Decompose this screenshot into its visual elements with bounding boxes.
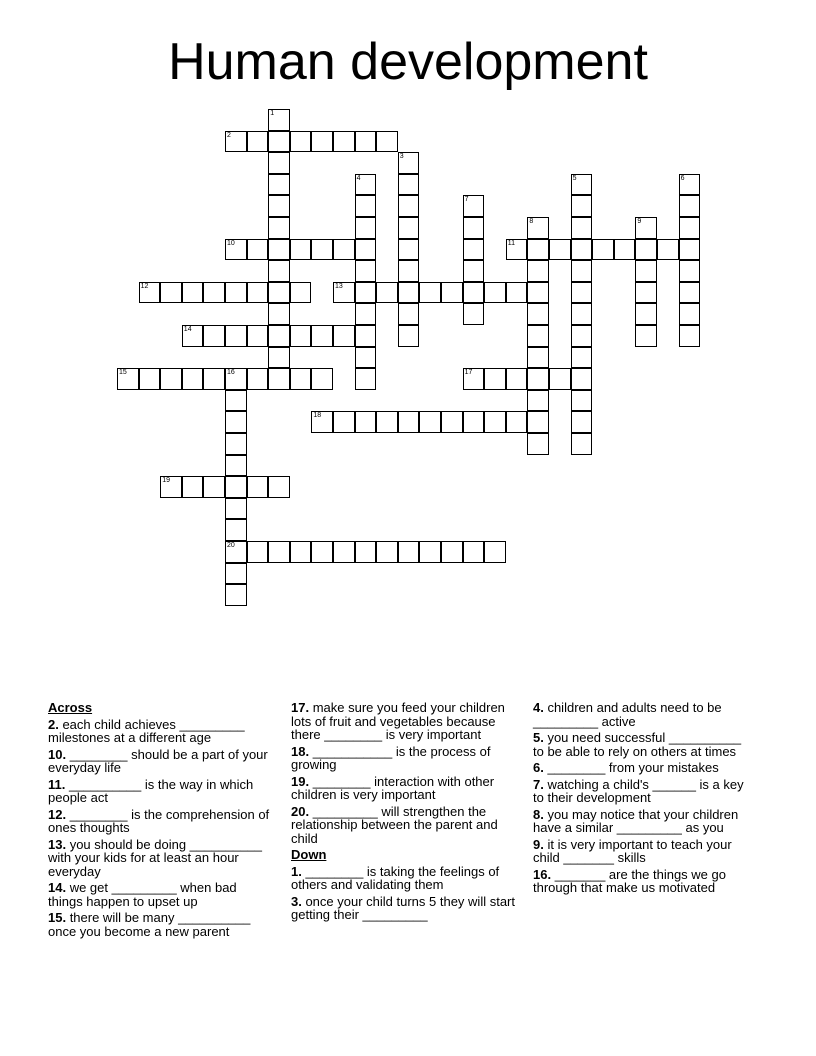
grid-cell[interactable]	[463, 368, 485, 390]
grid-cell[interactable]	[225, 282, 247, 304]
grid-cell[interactable]	[506, 239, 528, 261]
clue-number: 4	[356, 174, 361, 182]
clue-text: __________ is the way in which people act	[48, 776, 254, 805]
clue-text: you may notice that your children have a similar _________ as you	[533, 806, 739, 835]
grid-cell[interactable]	[398, 411, 420, 433]
clue-item	[48, 838, 270, 879]
clue-item	[48, 808, 270, 835]
clue-number-label: 7.	[533, 776, 544, 792]
clue-number-label: 11.	[48, 776, 66, 792]
grid-cell[interactable]	[635, 260, 657, 282]
clue-item	[533, 701, 755, 728]
clue-number-label: 6.	[533, 760, 544, 775]
grid-cell[interactable]	[268, 217, 290, 239]
grid-cell[interactable]	[463, 411, 485, 433]
grid-cell[interactable]	[571, 433, 593, 455]
grid-cell[interactable]	[679, 217, 701, 239]
grid-cell[interactable]	[268, 152, 290, 174]
clue-text: there will be many __________ once you become a new parent	[48, 910, 251, 939]
grid-cell[interactable]	[679, 239, 701, 261]
clue-number: 9	[637, 218, 642, 225]
clue-text: ________ interaction with other children is very important	[291, 773, 495, 802]
grid-cell[interactable]	[225, 455, 247, 477]
clue-text: ___________ is the process of growing	[291, 743, 491, 772]
grid-cell[interactable]	[117, 368, 139, 390]
grid-cell[interactable]	[290, 131, 312, 153]
grid-cell[interactable]	[247, 282, 269, 304]
grid-cell[interactable]	[311, 411, 333, 433]
grid-cell[interactable]	[203, 368, 225, 390]
clue-number-label: 10.	[48, 746, 67, 762]
grid-cell[interactable]	[225, 368, 247, 390]
grid-cell[interactable]	[463, 217, 485, 239]
clue-text: ________ from your mistakes	[543, 760, 719, 775]
clue-item	[533, 868, 755, 895]
grid-cell[interactable]	[506, 282, 528, 304]
grid-cell[interactable]	[311, 368, 333, 390]
grid-cell[interactable]	[398, 303, 420, 325]
grid-cell[interactable]	[225, 433, 247, 455]
grid-cell[interactable]	[527, 411, 549, 433]
grid-cell[interactable]	[268, 109, 290, 131]
grid-cell[interactable]	[203, 325, 225, 347]
clue-number: 14	[183, 326, 192, 333]
grid-cell[interactable]	[182, 325, 204, 347]
clue-text: watching a child's ______ is a key to their development	[533, 776, 744, 805]
clue-number: 13	[335, 282, 343, 290]
grid-cell[interactable]	[225, 390, 247, 412]
grid-cell[interactable]	[355, 411, 377, 433]
grid-cell[interactable]	[290, 325, 312, 347]
clue-text: ________ should be a part of your everyday life	[48, 746, 268, 775]
grid-cell[interactable]	[139, 282, 161, 304]
grid-cell[interactable]	[484, 282, 506, 304]
grid-cell[interactable]	[419, 282, 441, 304]
clue-item	[291, 895, 519, 922]
grid-cell[interactable]	[614, 239, 636, 261]
grid-cell[interactable]	[268, 303, 290, 325]
grid-cell[interactable]	[268, 174, 290, 196]
grid-cell[interactable]	[419, 411, 441, 433]
across-heading: Across	[48, 700, 93, 715]
grid-cell[interactable]	[463, 239, 485, 261]
clue-item	[291, 701, 519, 742]
grid-cell[interactable]	[463, 303, 485, 325]
clue-number-label: 15.	[48, 910, 67, 925]
grid-cell[interactable]	[139, 368, 161, 390]
grid-cell[interactable]	[571, 217, 593, 239]
clue-text: each child achieves _________ milestones at a different age	[48, 716, 245, 745]
clue-number-label: 16.	[533, 866, 552, 882]
clue-text: we get _________ when bad things happen to upset up	[48, 880, 237, 909]
grid-cell[interactable]	[571, 174, 593, 196]
grid-cell[interactable]	[182, 368, 204, 390]
grid-cell[interactable]	[225, 584, 247, 606]
down-heading: Down	[291, 847, 327, 862]
grid-cell[interactable]	[182, 476, 204, 498]
grid-cell[interactable]	[571, 368, 593, 390]
grid-cell[interactable]	[571, 239, 593, 261]
clue-item	[533, 838, 755, 865]
grid-cell[interactable]	[268, 368, 290, 390]
grid-cell[interactable]	[441, 282, 463, 304]
grid-cell[interactable]	[225, 519, 247, 541]
grid-cell[interactable]	[484, 411, 506, 433]
grid-cell[interactable]	[527, 260, 549, 282]
grid-cell[interactable]	[679, 325, 701, 347]
grid-cell[interactable]	[398, 239, 420, 261]
grid-cell[interactable]	[333, 411, 355, 433]
grid-cell[interactable]	[527, 239, 549, 261]
grid-cell[interactable]	[398, 174, 420, 196]
clue-number: 3	[399, 153, 404, 161]
grid-cell[interactable]	[657, 239, 679, 261]
grid-cell[interactable]	[398, 282, 420, 304]
grid-cell[interactable]	[635, 239, 657, 261]
grid-cell[interactable]	[247, 239, 269, 261]
grid-cell[interactable]	[333, 325, 355, 347]
clue-number: 17	[464, 369, 473, 377]
grid-cell[interactable]	[355, 541, 377, 563]
grid-cell[interactable]	[225, 131, 247, 153]
grid-cell[interactable]	[549, 239, 571, 261]
grid-cell[interactable]	[571, 325, 593, 347]
clue-text: it is very important to teach your child _______ skills	[533, 836, 732, 865]
clue-number-label: 4.	[533, 700, 544, 715]
grid-cell[interactable]	[571, 282, 593, 304]
grid-cell[interactable]	[398, 195, 420, 217]
grid-cell[interactable]	[635, 303, 657, 325]
clue-number: 15	[119, 369, 127, 377]
clue-number-label: 20.	[291, 803, 310, 819]
clue-item	[533, 731, 755, 758]
clue-item	[48, 748, 270, 775]
clue-number: 12	[140, 282, 149, 290]
grid-cell[interactable]	[398, 541, 420, 563]
grid-cell[interactable]	[527, 303, 549, 325]
grid-cell[interactable]	[398, 325, 420, 347]
clues-column-2	[291, 701, 519, 925]
grid-cell[interactable]	[463, 282, 485, 304]
clue-item	[48, 881, 270, 908]
clue-text: you should be doing __________ with your kids for at least an hour everyday	[48, 836, 262, 879]
clue-text: children and adults need to be _________ active	[533, 700, 722, 729]
clue-number-label: 9.	[533, 836, 544, 852]
clue-number: 16	[227, 369, 235, 377]
grid-cell[interactable]	[225, 411, 247, 433]
grid-cell[interactable]	[355, 195, 377, 217]
clue-number-label: 18.	[291, 743, 310, 759]
grid-cell[interactable]	[355, 131, 377, 153]
grid-cell[interactable]	[333, 282, 355, 304]
grid-cell[interactable]	[527, 390, 549, 412]
grid-cell[interactable]	[679, 282, 701, 304]
clue-number: 20	[227, 542, 235, 549]
grid-cell[interactable]	[268, 260, 290, 282]
grid-cell[interactable]	[355, 239, 377, 261]
clue-text: make sure you feed your children lots of fruit and vegetables because there ________ is very important	[291, 700, 505, 742]
clue-number-label: 8.	[533, 806, 544, 822]
clue-number-label: 14.	[48, 880, 67, 895]
grid-cell[interactable]	[247, 541, 269, 563]
clue-item	[533, 778, 755, 805]
grid-cell[interactable]	[441, 411, 463, 433]
clue-item	[48, 778, 270, 805]
grid-cell[interactable]	[679, 174, 701, 196]
grid-cell[interactable]	[290, 239, 312, 261]
grid-cell[interactable]	[182, 282, 204, 304]
clue-item	[291, 805, 519, 846]
grid-cell[interactable]	[376, 541, 398, 563]
grid-cell[interactable]	[311, 131, 333, 153]
clue-text: ________ is the comprehension of ones thoughts	[48, 806, 270, 835]
grid-cell[interactable]	[225, 563, 247, 585]
clue-number: 8	[529, 218, 534, 225]
grid-cell[interactable]	[268, 325, 290, 347]
grid-cell[interactable]	[635, 217, 657, 239]
grid-cell[interactable]	[527, 282, 549, 304]
grid-cell[interactable]	[160, 368, 182, 390]
grid-cell[interactable]	[333, 239, 355, 261]
grid-cell[interactable]	[290, 541, 312, 563]
clue-number: 19	[162, 477, 170, 485]
grid-cell[interactable]	[549, 368, 571, 390]
grid-cell[interactable]	[355, 217, 377, 239]
grid-cell[interactable]	[506, 368, 528, 390]
grid-cell[interactable]	[225, 498, 247, 520]
grid-cell[interactable]	[268, 195, 290, 217]
clue-text: _________ will strengthen the relationship between the parent and child	[291, 803, 498, 846]
grid-cell[interactable]	[571, 260, 593, 282]
grid-cell[interactable]	[398, 260, 420, 282]
grid-cell[interactable]	[527, 347, 549, 369]
grid-cell[interactable]	[268, 282, 290, 304]
grid-cell[interactable]	[376, 131, 398, 153]
clue-item	[48, 911, 270, 938]
grid-cell[interactable]	[247, 476, 269, 498]
clue-number: 7	[464, 196, 469, 204]
grid-cell[interactable]	[571, 390, 593, 412]
grid-cell[interactable]	[268, 131, 290, 153]
clue-number: 10	[227, 239, 235, 247]
grid-cell[interactable]	[225, 476, 247, 498]
clue-item	[291, 745, 519, 772]
grid-cell[interactable]	[419, 541, 441, 563]
grid-cell[interactable]	[203, 476, 225, 498]
grid-cell[interactable]	[311, 541, 333, 563]
grid-cell[interactable]	[635, 282, 657, 304]
grid-cell[interactable]	[203, 282, 225, 304]
clues-column-3	[533, 701, 755, 898]
grid-cell[interactable]	[225, 541, 247, 563]
clue-number: 2	[227, 131, 231, 139]
grid-cell[interactable]	[376, 282, 398, 304]
clue-item	[533, 761, 755, 775]
grid-cell[interactable]	[484, 368, 506, 390]
clues-column-1	[48, 701, 270, 941]
grid-cell[interactable]	[268, 347, 290, 369]
clue-item	[291, 775, 519, 802]
page-title: Human development	[168, 33, 648, 91]
clue-text: _______ are the things we go through that make us motivated	[533, 866, 726, 895]
clue-number: 1	[270, 110, 275, 117]
grid-cell[interactable]	[506, 411, 528, 433]
clue-number: 6	[680, 174, 685, 182]
grid-cell[interactable]	[679, 195, 701, 217]
clue-text: once your child turns 5 they will start getting their _________	[291, 893, 515, 922]
grid-cell[interactable]	[463, 541, 485, 563]
grid-cell[interactable]	[398, 217, 420, 239]
grid-cell[interactable]	[355, 260, 377, 282]
grid-cell[interactable]	[679, 303, 701, 325]
grid-cell[interactable]	[355, 347, 377, 369]
grid-cell[interactable]	[247, 325, 269, 347]
clue-item	[533, 808, 755, 835]
grid-cell[interactable]	[571, 347, 593, 369]
grid-cell[interactable]	[484, 541, 506, 563]
clue-number: 5	[572, 174, 577, 182]
clue-text: ________ is taking the feelings of others and validating them	[291, 863, 500, 892]
grid-cell[interactable]	[527, 433, 549, 455]
grid-cell[interactable]	[290, 282, 312, 304]
clue-number-label: 2.	[48, 716, 59, 732]
grid-cell[interactable]	[333, 541, 355, 563]
grid-cell[interactable]	[355, 174, 377, 196]
grid-cell[interactable]	[160, 282, 182, 304]
grid-cell[interactable]	[225, 325, 247, 347]
clue-item	[48, 718, 270, 745]
grid-cell[interactable]	[268, 476, 290, 498]
grid-cell[interactable]	[160, 476, 182, 498]
grid-cell[interactable]	[527, 368, 549, 390]
grid-cell[interactable]	[355, 282, 377, 304]
grid-cell[interactable]	[635, 325, 657, 347]
grid-cell[interactable]	[355, 325, 377, 347]
clue-number-label: 13.	[48, 836, 67, 852]
clue-number: 18	[313, 412, 322, 420]
clue-number-label: 12.	[48, 806, 67, 822]
grid-cell[interactable]	[571, 411, 593, 433]
grid-cell[interactable]	[527, 325, 549, 347]
grid-cell[interactable]	[355, 368, 377, 390]
grid-cell[interactable]	[268, 239, 290, 261]
grid-cell[interactable]	[311, 239, 333, 261]
grid-cell[interactable]	[679, 260, 701, 282]
grid-cell[interactable]	[463, 195, 485, 217]
clue-number-label: 1.	[291, 863, 302, 879]
grid-cell[interactable]	[592, 239, 614, 261]
grid-cell[interactable]	[571, 303, 593, 325]
grid-cell[interactable]	[333, 131, 355, 153]
grid-cell[interactable]	[441, 541, 463, 563]
clue-number-label: 3.	[291, 893, 302, 909]
grid-cell[interactable]	[398, 152, 420, 174]
grid-cell[interactable]	[268, 541, 290, 563]
grid-cell[interactable]	[571, 195, 593, 217]
grid-cell[interactable]	[290, 368, 312, 390]
clue-number-label: 17.	[291, 700, 310, 715]
clue-item	[291, 865, 519, 892]
clue-number-label: 19.	[291, 773, 310, 789]
grid-cell[interactable]	[225, 239, 247, 261]
grid-cell[interactable]	[247, 368, 269, 390]
grid-cell[interactable]	[247, 131, 269, 153]
grid-cell[interactable]	[527, 217, 549, 239]
clue-number-label: 5.	[533, 730, 544, 745]
grid-cell[interactable]	[376, 411, 398, 433]
grid-cell[interactable]	[463, 260, 485, 282]
grid-cell[interactable]	[311, 325, 333, 347]
clue-number: 11	[507, 239, 516, 247]
clue-text: you need successful __________ to be able to rely on others at times	[533, 730, 742, 759]
grid-cell[interactable]	[355, 303, 377, 325]
